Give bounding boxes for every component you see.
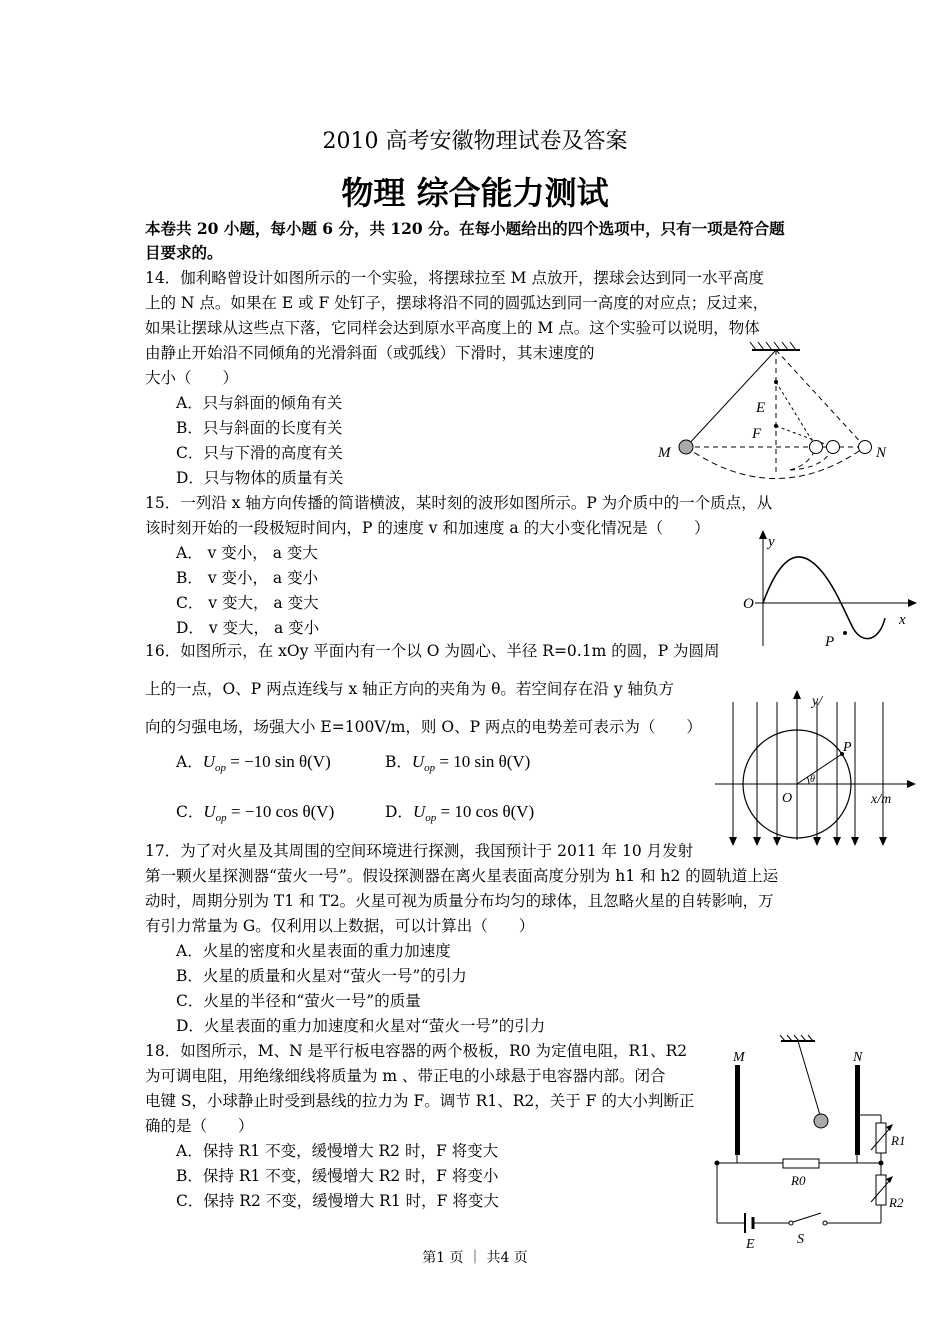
q15-label-x: x xyxy=(899,612,906,628)
q18-label-s: S xyxy=(797,1232,804,1247)
q16-field-figure xyxy=(715,690,920,850)
q14-label-n: N xyxy=(876,445,887,461)
q14-line-3: 如果让摆球从这些点下落，它同样会达到原水平高度上的 M 点。这个实验可以说明，物体 xyxy=(145,319,760,337)
q16-label-o: O xyxy=(782,791,793,806)
q15-line-1: 15．一列沿 x 轴方向传播的简谐横波，某时刻的波形如图所示。P 为介质中的一个质点，从 xyxy=(145,494,773,512)
q16-option-c: C．$U_{op} = -10$ cos θ(V) xyxy=(176,802,335,825)
q16-option-b: B．$U_{op} = 10$ sin θ(V) xyxy=(385,752,531,775)
q17-line-4: 有引力常量为 G。仅利用以上数据，可以计算出（ ） xyxy=(145,917,535,935)
q18-label-e: E xyxy=(746,1237,755,1250)
q14-label-m: M xyxy=(658,445,671,461)
q18-line-2: 为可调电阻，用绝缘细线将质量为 m 、带正电的小球悬于电容器内部。闭合 xyxy=(145,1067,666,1085)
q14-option-b: B．只与斜面的长度有关 xyxy=(176,419,343,437)
q18-option-a: A．保持 R1 不变，缓慢增大 R2 时，F 将变大 xyxy=(176,1142,499,1160)
q18-line-3: 电键 S，小球静止时受到悬线的拉力为 F。调节 R1、R2，关于 F 的大小判断正 xyxy=(145,1092,695,1110)
q18-line-4: 确的是（ ） xyxy=(145,1117,254,1135)
q16-label-p: P xyxy=(843,740,852,755)
q14-option-d: D．只与物体的质量有关 xyxy=(176,469,344,487)
q18-option-c: C．保持 R2 不变，缓慢增大 R1 时，F 将变大 xyxy=(176,1192,499,1210)
q16-line-1: 16．如图所示，在 xOy 平面内有一个以 O 为圆心、半径 R=0.1m 的圆，P 为圆周 xyxy=(145,642,720,660)
q18-label-r1: R1 xyxy=(891,1133,906,1148)
q17-option-c: C．火星的半径和“萤火一号”的质量 xyxy=(176,992,421,1010)
q18-label-n: N xyxy=(853,1050,863,1065)
q16-label-theta: θ xyxy=(810,774,815,785)
q15-wave-figure xyxy=(735,528,920,653)
q15-line-2: 该时刻开始的一段极短时间内，P 的速度 v 和加速度 a 的大小变化情况是（ ） xyxy=(145,519,710,537)
q17-line-1: 17．为了对火星及其周围的空间环境进行探测，我国预计于 2011 年 10 月发射 xyxy=(145,842,694,860)
q15-label-y: y xyxy=(768,534,775,550)
q17-option-b: B．火星的质量和火星对“萤火一号”的引力 xyxy=(176,967,467,985)
q18-line-1: 18．如图所示，M、N 是平行板电容器的两个极板，R0 为定值电阻，R1、R2 xyxy=(145,1042,688,1060)
q18-label-m: M xyxy=(733,1050,745,1065)
q16-line-3: 向的匀强电场，场强大小 E=100V/m，则 O、P 两点的电势差可表示为（ ） xyxy=(145,718,702,736)
q16-label-x: x/m xyxy=(871,792,892,807)
instructions-line-1: 本卷共 20 小题，每小题 6 分，共 120 分。在每小题给出的四个选项中，只有一项是符合题 xyxy=(145,219,785,238)
paper-title: 2010 高考安徽物理试卷及答案 xyxy=(322,129,628,154)
q17-line-3: 动时，周期分别为 T1 和 T2。火星可视为质量分布均匀的球体，且忽略火星的自转影响，万 xyxy=(145,892,774,910)
paper-subtitle: 物理 综合能力测试 xyxy=(341,174,609,212)
q14-line-1: 14．伽利略曾设计如图所示的一个实验，将摆球拉至 M 点放开，摆球会达到同一水平高度 xyxy=(145,269,764,287)
q16-option-d: D．$U_{op} = 10$ cos θ(V) xyxy=(385,802,535,825)
instructions-line-2: 目要求的。 xyxy=(145,243,223,262)
q18-circuit-figure xyxy=(705,1035,920,1250)
q14-line-4: 由静止开始沿不同倾角的光滑斜面（或弧线）下滑时，其末速度的 xyxy=(145,344,595,362)
q18-label-r2: R2 xyxy=(889,1195,904,1210)
q17-option-a: A．火星的密度和火星表面的重力加速度 xyxy=(176,942,451,960)
q15-option-b: B． v 变小， a 变小 xyxy=(176,569,319,587)
q15-option-c: C． v 变大， a 变大 xyxy=(176,594,319,612)
q15-option-a: A． v 变小， a 变大 xyxy=(176,544,318,562)
q16-option-a: A．$U_{op} = -10$ sin θ(V) xyxy=(176,752,331,775)
q14-option-c: C．只与下滑的高度有关 xyxy=(176,444,343,462)
q18-label-r0: R0 xyxy=(791,1173,806,1188)
q14-label-f: F xyxy=(752,426,762,442)
page-footer: 第1 页 ｜ 共4 页 xyxy=(422,1250,528,1266)
q14-line-2: 上的 N 点。如果在 E 或 F 处钉子，摆球将沿不同的圆弧达到同一高度的对应点；反过来， xyxy=(145,294,769,312)
q14-option-a: A．只与斜面的倾角有关 xyxy=(176,394,343,412)
q16-line-2: 上的一点，O、P 两点连线与 x 轴正方向的夹角为 θ。若空间存在沿 y 轴负方 xyxy=(145,680,675,698)
q15-label-p: P xyxy=(825,634,835,650)
q15-label-o: O xyxy=(743,596,754,612)
q15-option-d: D． v 变大， a 变小 xyxy=(176,619,320,637)
q18-option-b: B．保持 R1 不变，缓慢增大 R2 时，F 将变小 xyxy=(176,1167,499,1185)
q14-pendulum-figure xyxy=(640,340,900,485)
q14-line-5: 大小（ ） xyxy=(145,369,239,387)
q16-label-y: y/ xyxy=(812,694,823,709)
q14-label-e: E xyxy=(756,400,766,416)
q17-line-2: 第一颗火星探测器“萤火一号”。假设探测器在离火星表面高度分别为 h1 和 h2 的圆轨道上运 xyxy=(145,867,779,885)
q17-option-d: D．火星表面的重力加速度和火星对“萤火一号”的引力 xyxy=(176,1017,546,1035)
